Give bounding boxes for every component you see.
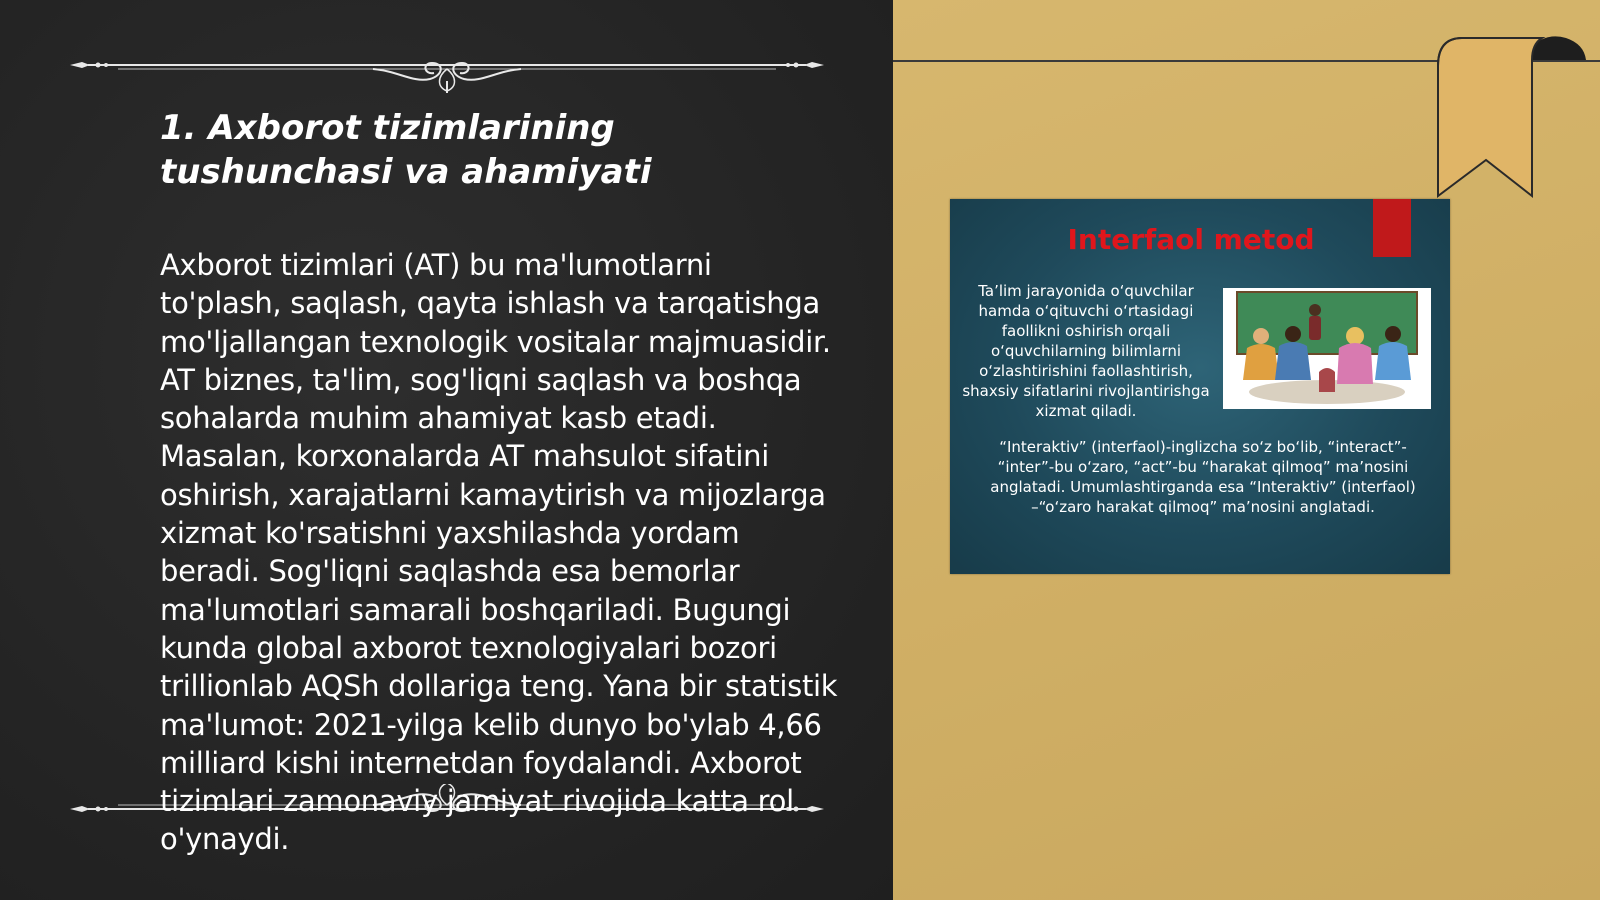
bookmark-ribbon-icon <box>1434 30 1594 200</box>
classroom-illustration <box>1223 288 1431 409</box>
image-title: Interfaol metod <box>1067 223 1315 256</box>
image-paragraph-2: “Interaktiv” (interfaol)-inglizcha so‘z bo‘lib, “interact”- “inter”-bu o‘zaro, “act”-bu “harakat qilmoq” ma’nosini anglatadi. Umumlashtirganda esa “Interaktiv” (interfaol) –“o‘zaro harakat qilmoq” ma’nosini anglatadi. <box>990 438 1416 516</box>
interfaol-metod-image <box>950 199 1450 574</box>
image-paragraph-1: Ta’lim jarayonida o‘quvchilar hamda o‘qituvchi o‘rtasidagi faollikni oshirish orqali o‘quvchilarning bilimlarni o‘zlashtirishini faollashtirish, shaxsiy sifatlarini rivojlantirishga xizmat qiladi. <box>962 282 1210 420</box>
slide-title: 1. Axborot tizimlarining tushunchasi va ahamiyati <box>160 108 652 192</box>
ornament-top-divider <box>68 43 826 93</box>
slide-body-text: Axborot tizimlari (AT) bu ma'lumotlarni to'plash, saqlash, qayta ishlash va tarqatishga mo'ljallangan texnologik vositalar majmuasidir. AT biznes, ta'lim, sog'liqni saqlash va boshqa sohalarda muhim ahamiyat kasb etadi. Masalan, korxonalarda AT mahsulot sifatini oshirish, xarajatlarni kamaytirish va mijozlarga xizmat ko'rsatishni yaxshilashda yordam beradi. Sog'liqni saqlashda esa bemorlar ma'lumotlari samarali boshqariladi. Bugungi kunda global axborot texnologiyalari bozori trillionlab AQSh dollariga teng. Yana bir statistik ma'lumot: 2021-yilga kelib dunyo bo'ylab 4,66 milliard kishi internetdan foydalandi. Axborot tizimlari zamonaviy jamiyat rivojida katta rol o'ynaydi. <box>160 248 838 857</box>
